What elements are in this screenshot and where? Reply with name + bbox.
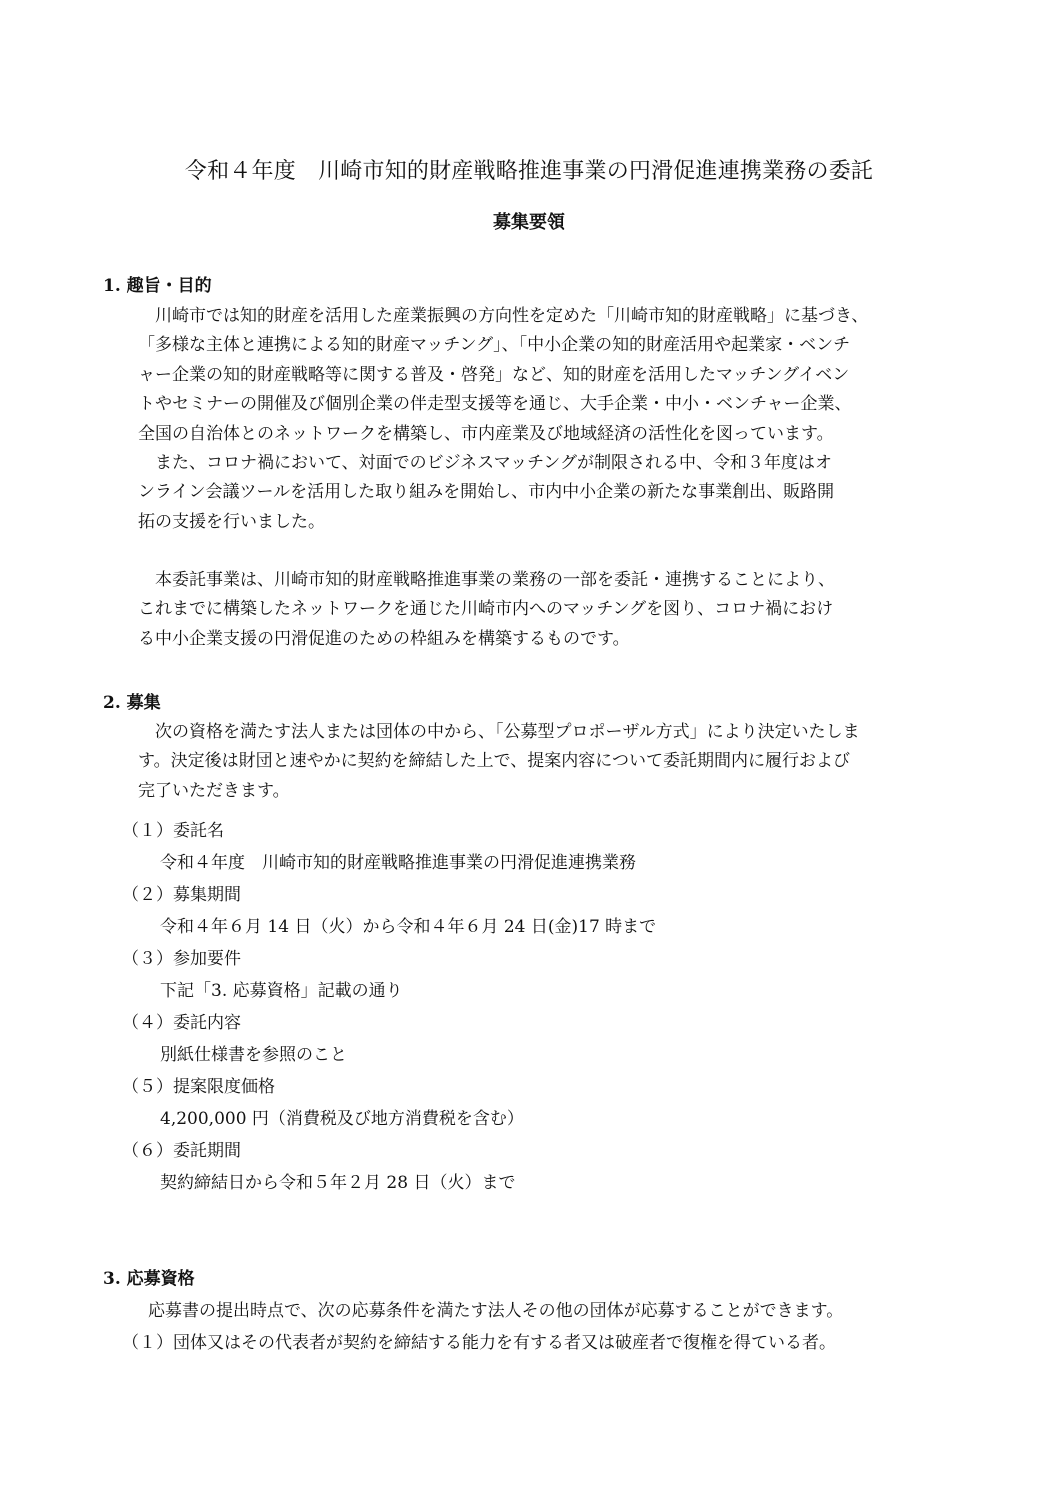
section-2-intro: 次の資格を満たす法人または団体の中から、「公募型プロポーザル方式」により決定いたしま す。決定後は財団と速やかに契約を締結した上で、提案内容について委託期間内に履行および 完了いただきます。 — [138, 722, 860, 801]
item-value-contract-period: 契約締結日から令和５年２月 28 日（火）まで — [160, 1173, 516, 1193]
section-3-heading: 3. 応募資格 — [103, 1269, 195, 1289]
document-subtitle: 募集要領 — [493, 212, 565, 233]
item-label-contract-period: （６）委託期間 — [122, 1141, 241, 1161]
item-value-recruitment-period: 令和４年６月 14 日（火）から令和４年６月 24 日(金)17 時まで — [160, 917, 657, 937]
document-title: 令和４年度 川崎市知的財産戦略推進事業の円滑促進連携業務の委託 — [184, 159, 874, 184]
item-value-price-limit: 4,200,000 円（消費税及び地方消費税を含む） — [160, 1109, 524, 1129]
item-label-contract-details: （４）委託内容 — [122, 1013, 241, 1033]
item-value-participation-requirements: 下記「3. 応募資格」記載の通り — [160, 981, 403, 1001]
section-1-paragraph-1: 川崎市では知的財産を活用した産業振興の方向性を定めた「川崎市知的財産戦略」に基づき、 「多様な主体と連携による知的財産マッチング」、「中小企業の知的財産活用や起業家・ベンチ ャー企業の知的財産戦略等に関する普及・啓発」など、知的財産を活用したマッチングイベン トやセミナーの開催及び個別企業の伴走型支援等を通じ、大手企業・中小・ベンチャー企業、 全国の自治体とのネットワークを構築し、市内産業及び地域経済の活性化を図っています。 — [138, 306, 869, 444]
item-value-contract-name: 令和４年度 川崎市知的財産戦略推進事業の円滑促進連携業務 — [160, 853, 636, 873]
section-1-paragraph-3: 本委託事業は、川崎市知的財産戦略推進事業の業務の一部を委託・連携することにより、 これまでに構築したネットワークを通じた川崎市内へのマッチングを図り、コロナ禍におけ る中小企業支援の円滑促進のための枠組みを構築するものです。 — [138, 570, 835, 649]
section-2-heading: 2. 募集 — [103, 693, 161, 713]
section-1-heading: 1. 趣旨・目的 — [103, 276, 212, 296]
section-3-item-1: （１）団体又はその代表者が契約を締結する能力を有する者又は破産者で復権を得ている者。 — [122, 1333, 836, 1353]
section-1-paragraph-2: また、コロナ禍において、対面でのビジネスマッチングが制限される中、令和３年度はオ ンライン会議ツールを活用した取り組みを開始し、市内中小企業の新たな事業創出、販路開 拓の支援を行いました。 — [138, 453, 835, 532]
item-label-recruitment-period: （２）募集期間 — [122, 885, 241, 905]
item-label-participation-requirements: （３）参加要件 — [122, 949, 241, 969]
section-3-intro: 応募書の提出時点で、次の応募条件を満たす法人その他の団体が応募することができます。 — [148, 1301, 844, 1321]
item-value-contract-details: 別紙仕様書を参照のこと — [160, 1045, 347, 1065]
item-label-price-limit: （５）提案限度価格 — [122, 1077, 275, 1097]
item-label-contract-name: （１）委託名 — [122, 821, 224, 841]
